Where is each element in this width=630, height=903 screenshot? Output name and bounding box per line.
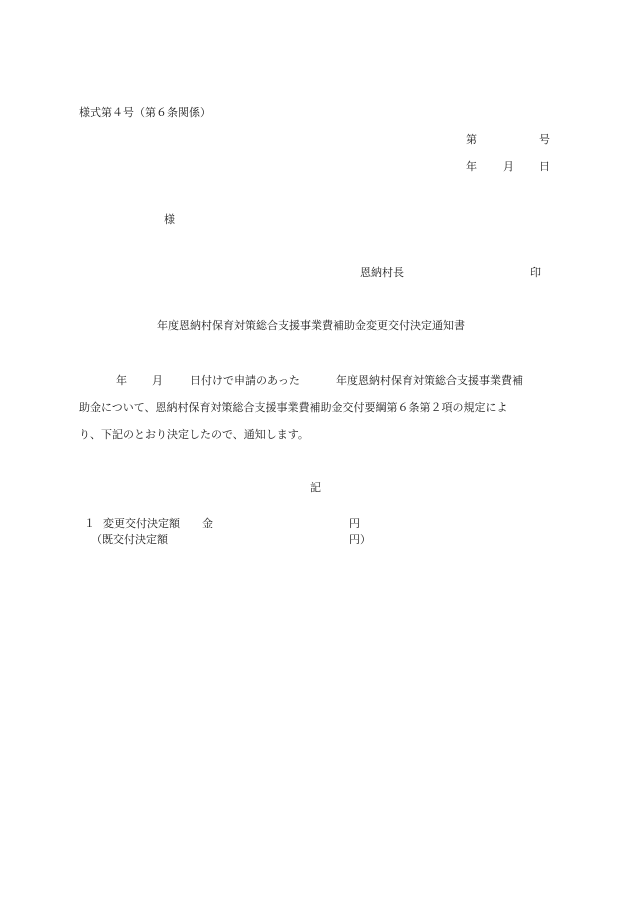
body-line1-end: 年度恩納村保育対策総合支援事業費補: [336, 374, 523, 387]
body-line1-tail: 日付けで申請のあった: [190, 374, 300, 387]
body-line1-month: 月: [152, 374, 163, 387]
date-month: 月: [503, 160, 514, 173]
date-day: 日: [539, 160, 550, 173]
document-number-suffix: 号: [539, 133, 550, 146]
date-year: 年: [466, 160, 477, 173]
ki-heading: 記: [310, 481, 321, 494]
seal-mark: 印: [530, 266, 541, 279]
item-label-existing-amount: （既交付決定額: [91, 533, 168, 546]
item-amount-prefix: 金: [202, 517, 213, 530]
body-line3: り、下記のとおり決定したので、通知します。: [79, 428, 309, 441]
sender-title: 恩納村長: [360, 266, 404, 279]
addressee-honorific: 様: [164, 213, 175, 226]
document-number-prefix: 第: [466, 133, 477, 146]
body-line2: 助金について、恩納村保育対策総合支援事業費補助金交付要綱第６条第２項の規定によ: [79, 401, 508, 414]
item-label-changed-amount: 変更交付決定額: [103, 517, 180, 530]
item-unit-yen-close: 円）: [349, 533, 371, 546]
form-number: 様式第４号（第６条関係）: [79, 106, 211, 119]
item-number: １: [84, 517, 95, 530]
document-title: 年度恩納村保育対策総合支援事業費補助金変更交付決定通知書: [157, 319, 465, 332]
item-unit-yen: 円: [349, 517, 360, 530]
body-line1-year: 年: [116, 374, 127, 387]
